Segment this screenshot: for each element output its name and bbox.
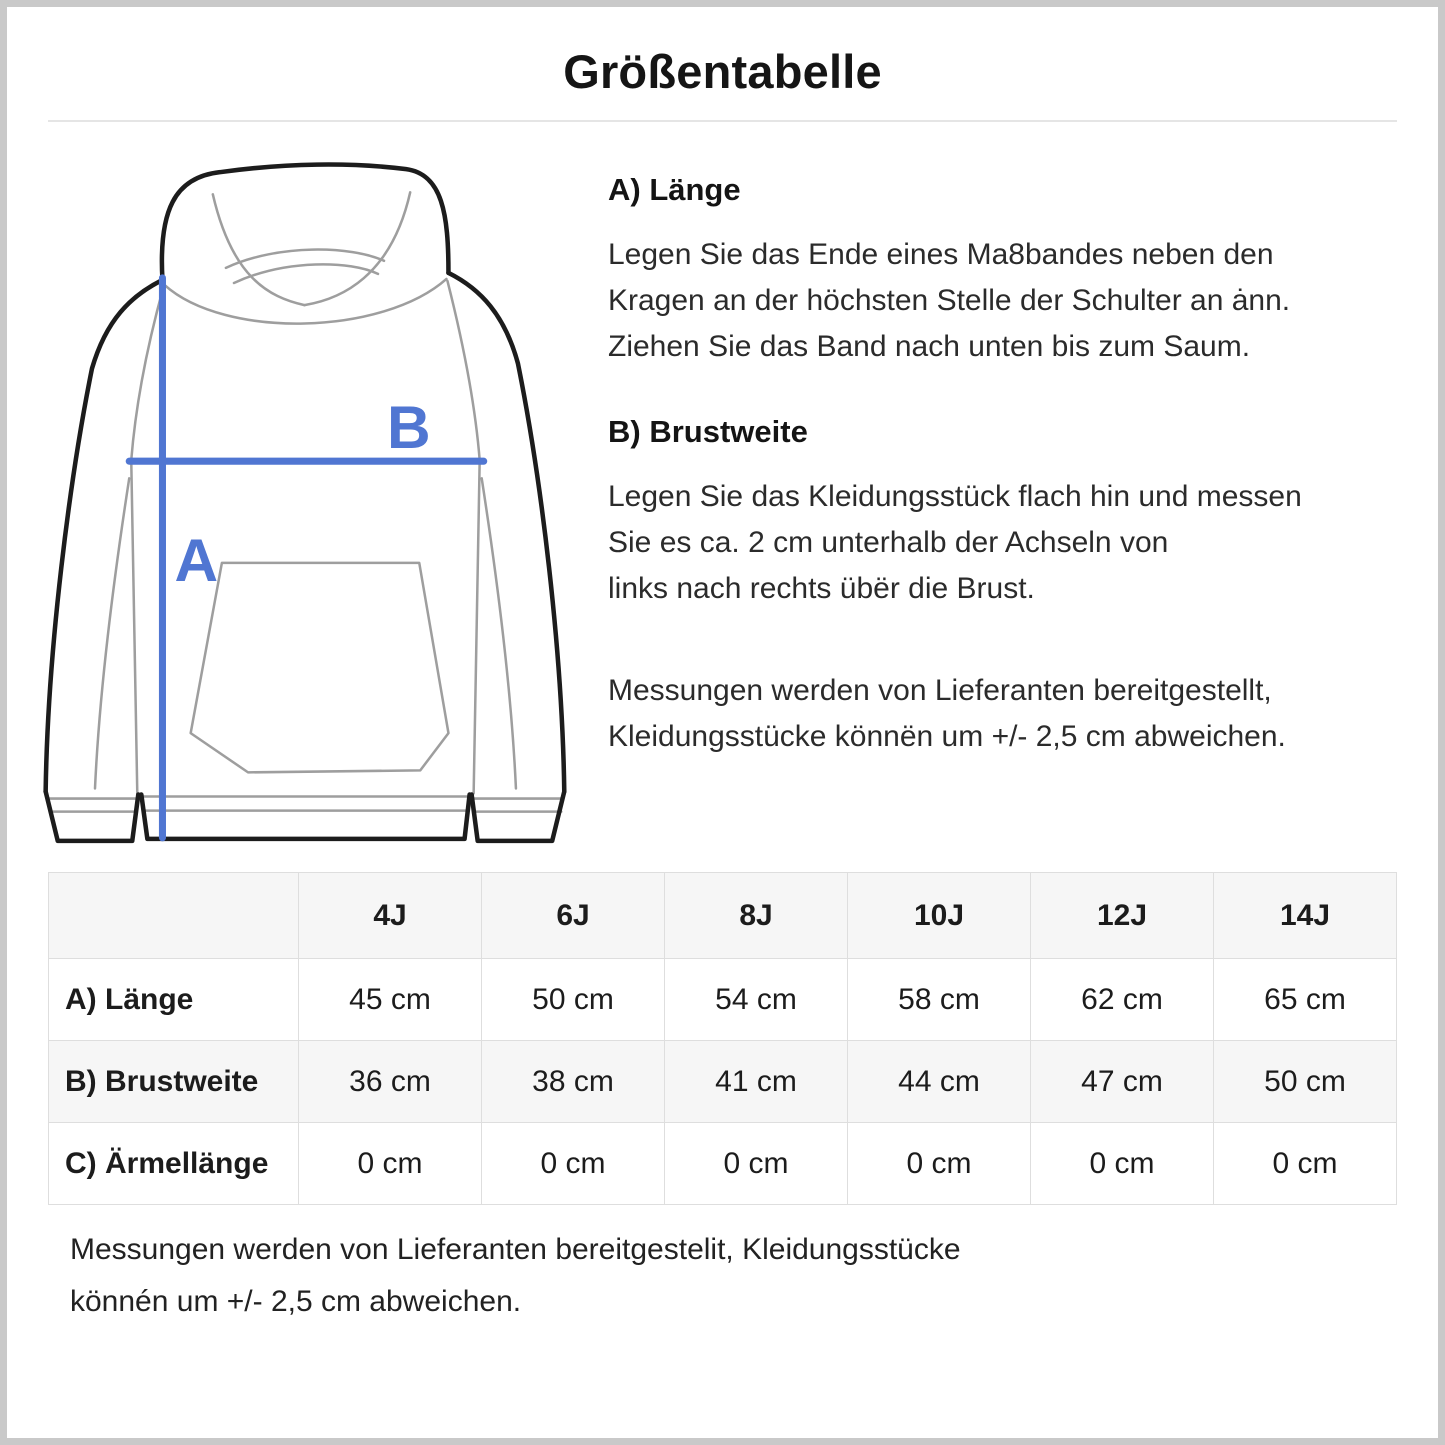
title-divider <box>48 120 1397 122</box>
size-col-header-8j: 8J <box>665 873 848 959</box>
size-cell: 65 cm <box>1214 959 1397 1041</box>
left-side-seam <box>131 287 163 794</box>
table-row-aermellaenge <box>49 1123 1397 1205</box>
size-col-header-4j: 4J <box>299 873 482 959</box>
hoodie-measurement-diagram <box>18 146 603 861</box>
measurement-label-b: B <box>387 393 431 462</box>
size-cell: 0 cm <box>1031 1123 1214 1205</box>
size-table-corner-cell <box>49 873 299 959</box>
note-line: Kleidungsstücke könnën um +/- 2,5 cm abweichen. <box>608 720 1286 753</box>
size-cell: 0 cm <box>848 1123 1031 1205</box>
section-a-paragraph <box>608 232 1388 370</box>
size-cell: 0 cm <box>482 1123 665 1205</box>
right-sleeve-inner-seam <box>482 478 516 788</box>
left-cuff-ribbing-lines <box>48 799 138 812</box>
left-shoulder-sleeve-outline <box>46 280 163 792</box>
section-b-heading: B) Brustweite <box>608 414 808 449</box>
hem-band-lines <box>141 797 469 811</box>
size-cell: 62 cm <box>1031 959 1214 1041</box>
size-cell: 0 cm <box>665 1123 848 1205</box>
footer-note-line: Messungen werden von Lieferanten bereitgestelit, Kleidungsstücke <box>70 1233 961 1266</box>
right-side-seam <box>447 281 479 794</box>
size-cell: 44 cm <box>848 1041 1031 1123</box>
size-cell: 45 cm <box>299 959 482 1041</box>
table-row-laenge <box>49 959 1397 1041</box>
size-cell: 41 cm <box>665 1041 848 1123</box>
table-row-brustweite <box>49 1041 1397 1123</box>
size-col-header-10j: 10J <box>848 873 1031 959</box>
hem-outline <box>141 795 469 839</box>
instruction-line: Kragen an der höchsten Stelle der Schulter an ȧnn. <box>608 284 1291 317</box>
measurement-label-a: A <box>174 526 219 595</box>
note-line: Messungen werden von Lieferanten bereitgestellt, <box>608 674 1272 707</box>
kangaroo-pocket <box>191 563 449 772</box>
size-cell: 58 cm <box>848 959 1031 1041</box>
size-cell: 50 cm <box>1214 1041 1397 1123</box>
footer-tolerance-note <box>70 1224 961 1328</box>
size-table-header-row <box>49 873 1397 959</box>
size-cell: 50 cm <box>482 959 665 1041</box>
supplier-tolerance-note <box>608 668 1388 760</box>
instruction-line: Sie es ca. 2 cm unterhalb der Achseln von <box>608 526 1169 559</box>
instruction-line: links nach rechts übër die Brust. <box>608 572 1035 605</box>
measurement-instructions <box>608 172 1388 760</box>
page-title: Größentabelle <box>563 45 882 98</box>
section-b-paragraph <box>608 474 1388 612</box>
neck-yoke-seam <box>164 279 446 324</box>
right-cuff-ribbing-lines <box>474 799 564 812</box>
left-sleeve-inner-seam <box>95 478 129 788</box>
instruction-line: Legen Sie das Kleidungsstück flach hin und messen <box>608 480 1302 513</box>
size-col-header-6j: 6J <box>482 873 665 959</box>
size-col-header-12j: 12J <box>1031 873 1214 959</box>
row-label-brustweite: B) Brustweite <box>49 1041 299 1123</box>
size-table <box>48 872 1397 1205</box>
footer-note-line: könnén um +/- 2,5 cm abweichen. <box>70 1285 522 1318</box>
right-shoulder-sleeve-outline <box>448 273 564 792</box>
size-col-header-14j: 14J <box>1214 873 1397 959</box>
size-cell: 0 cm <box>299 1123 482 1205</box>
size-cell: 36 cm <box>299 1041 482 1123</box>
instruction-line: Ziehen Sie das Band nach unten bis zum Saum. <box>608 330 1251 363</box>
size-cell: 38 cm <box>482 1041 665 1123</box>
section-a-heading: A) Länge <box>608 172 741 207</box>
row-label-laenge: A) Länge <box>49 959 299 1041</box>
row-label-aermellaenge: C) Ärmellänge <box>49 1123 299 1205</box>
size-cell: 0 cm <box>1214 1123 1397 1205</box>
size-cell: 47 cm <box>1031 1041 1214 1123</box>
instruction-line: Legen Sie das Ende eines Ma8bandes neben den <box>608 238 1274 271</box>
size-cell: 54 cm <box>665 959 848 1041</box>
hood-outline <box>162 165 449 280</box>
